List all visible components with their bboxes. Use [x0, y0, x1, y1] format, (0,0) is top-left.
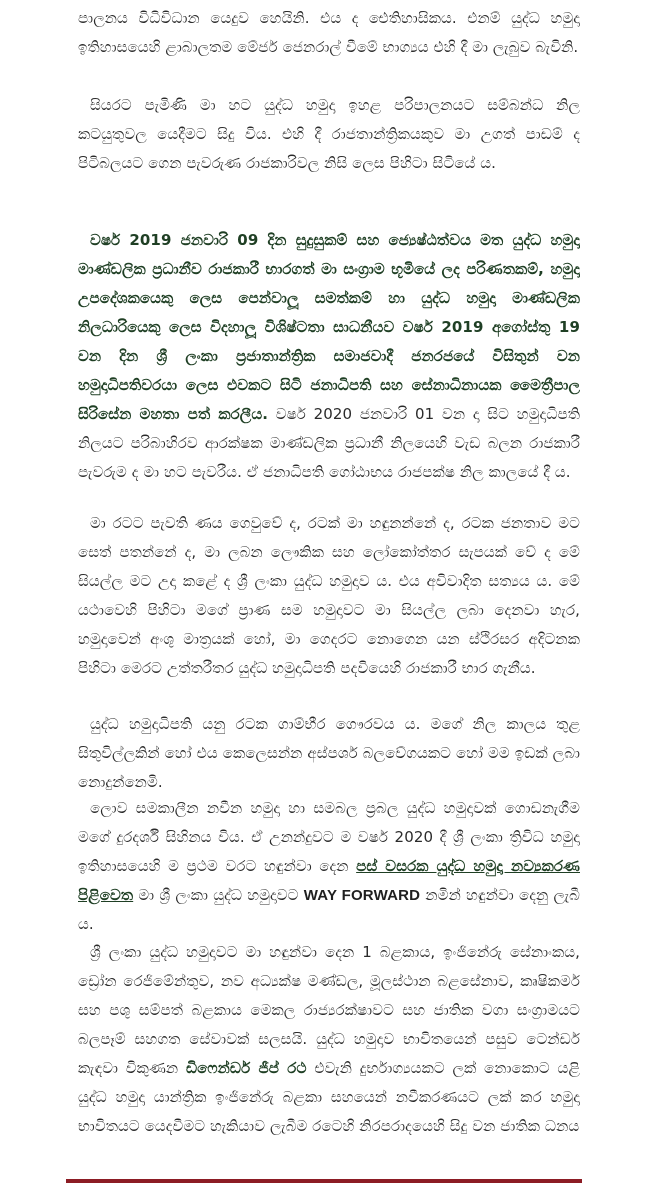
paragraph-5-text: යුද්ධ හමුදාධිපති යනු රටක ගාම්භීර ගෞරවය ය. මගේ නිල කාලය තුළ සිතුවිල්ලකින් හෝ එය කෙලෙසන්න අස්පර්ශ බලවේගයකට හෝ මම ඉඩක් ලබා නොදුන්නෙමි.: [78, 715, 580, 791]
paragraph-1-text: පාලනය විධිවිධාන යෙදුව හෙයිනි. එය ද ඓතිහාසිකය. එනම් යුද්ධ හමුදා ඉතිහාසයෙහි ළාබාලතම මේජර් ජෙනරාල් වීමේ භාග්‍යය එහි දී මා ලැබුව බැවිනි.: [78, 9, 580, 56]
paragraph-1: [78, 4, 580, 91]
paragraph-4-text: මා රටට පැවති ණය ගෙවුවේ ද, රටක් මා හඳුනන්නේ ද, රටක ජනතාව මට සෙත් පතන්නේ ද, මා ලබන ලෞකික සහ ලෝකෝත්තර සැපයක් වේ ද මේ සියල්ල මට උදා කළේ ද ශ්‍රී ලංකා යුද්ධ හමුදාව ය. එය අවිවාදිත සත්‍යය ය. මේ යථාවෙහි පිහිටා මගේ ප්‍රාණ සම හමුදාවට මා සියල්ල ලබා දෙනවා හැර, හමුදාවෙන් අංශු මාත්‍රයක් හෝ, මා ගෙදරට නොගෙන යන ස්ථිරසර අදිටනක පිහිටා මෙරට උත්තරීතර යුද්ධ හමුදාධිපති පදවියෙහි රාජකාරී භාර ගැනීය.: [78, 514, 580, 677]
paragraph-5: [78, 710, 580, 794]
paragraph-6: [78, 794, 580, 936]
defender-jeep-text: ඩිෆෙන්ඩර් ජීප් රථ: [185, 1059, 307, 1077]
paragraph-6-text-before: ලොව සමකාලීන නවීන හමුදා හා සමබල ප්‍රබල යුද්ධ හමුදාවක් ගොඩනැගීම මගේ දුරදර්ශී සිහිනය විය. ඒ උනන්දුවට ම වර්ෂ 2020 දී ශ්‍රී ලංකා ත්‍රිවිධ හමුදා ඉතිහාසයෙහි ම ප්‍රථම වරට හඳුන්වා දෙන: [78, 799, 580, 875]
modernization-plan-link[interactable]: පස් වසරක යුද්ධ හමුදා නව්‍යකරණ පිළිවෙත: [78, 857, 580, 904]
paragraph-7: [78, 938, 580, 1174]
paragraph-6-text-middle: මා ශ්‍රී ලංකා යුද්ධ හමුදාවට: [133, 886, 304, 904]
paragraph-6-text-after: නමින් හඳුන්වා දෙනු ලැබී ය.: [78, 886, 580, 933]
paragraph-2-text: සියරට පැමිණි මා හට යුද්ධ හමුදා ඉහළ පරිපාලනයට සම්බන්ධ නිල කටයුතුවල යෙදීමට සිදු විය. එහි දී රාජතාන්ත්‍රිකයකුව මා උගත් පාඩම් ද පිටිබලයට ගෙන පැවරුණ රාජකාරිවල නිසි ලෙස පිහිටා සිටියේ ය.: [78, 96, 580, 172]
way-forward-label: WAY FORWARD: [303, 887, 421, 904]
paragraph-3-bold-text: වර්ෂ 2019 ජනවාරි 09 දින සුදුසුකම් සහ ජ්‍යෙෂ්ඨත්වය මත යුද්ධ හමුදා මාණ්ඩලික ප්‍රධානීව රාජකාරී භාරගත් මා සංග්‍රාම භූමියේ ලද පරිණතකම්, හමුදා උපදේශකයෙකු ලෙස පෙන්වාලූ සමත්කම් හා යුද්ධ හමුදා මාණ්ඩලික නිලධාරියෙකු ලෙස විදහාලූ විශිෂ්ටතා සාධනීයව වර්ෂ 2019 අගෝස්තු 19 වන දින ශ්‍රී ලංකා ප්‍රජාතාන්ත්‍රික සමාජවාදී ජනරජයේ විසිතුන් වන හමුදාධිපතිවරයා ලෙස එවකට සිටි ජනාධිපති සහ සේනාධිනායක මෛත්‍රීපාල සිරිසේන මහතා පත් කරලීය.: [78, 231, 580, 423]
bottom-divider: [66, 1179, 582, 1183]
paragraph-7-text-after: එවැනි දුර්භාග්‍යයකට ලක් නොකොට යළි යුද්ධ හමුදා යාන්ත්‍රික ඉංජිනේරු බළකා සහයෙන් නවීකරණයට ලක් කර හමුදා භාවිතයට යෙදවීමට හැකියාව ලැබීම රටෙහි නිරපරාදයෙහි සිදු වන ජාතික ධනය: [78, 1059, 580, 1135]
paragraph-3-regular-text: වර්ෂ 2020 ජනවාරි 01 වන දා සිට හමුදාධිපති නිලයට පරිබාහිරව ආරක්ෂක මාණ්ඩලික ප්‍රධානී නිලයෙහි වැඩ බලන රාජකාරී පැවරුම ද මා හට පැවරීය. ඒ ජනාධිපති ගෝඨාභය රාජපක්ෂ නිල කාලයේ දී ය.: [78, 405, 580, 481]
paragraph-7-text-before: ශ්‍රී ලංකා යුද්ධ හමුදාවට මා හඳුන්වා දෙන 1 බළකාය, ඉංජිනේරු සේනාංකය, ඩ්‍රෝන රෙජිමේන්තුව, නව අධ්‍යක්ෂ මණ්ඩල, මූලස්ථාන බළසේනාව, කෘෂිකර්ම සහ පශු සම්පත් බළකාය මෙකල රාජ්‍යරක්ෂාවට සහ ජාතික වගා සංග්‍රාමයට බලපෑම් සහගත සේවාවක් සලසයි. යුද්ධ හමුදාව භාවිතයෙන් පසුව ටෙන්ඩර් කැඳවා විකුණන: [78, 943, 580, 1077]
paragraph-2: [78, 91, 580, 181]
paragraph-3: [78, 226, 580, 496]
paragraph-4: [78, 509, 580, 709]
